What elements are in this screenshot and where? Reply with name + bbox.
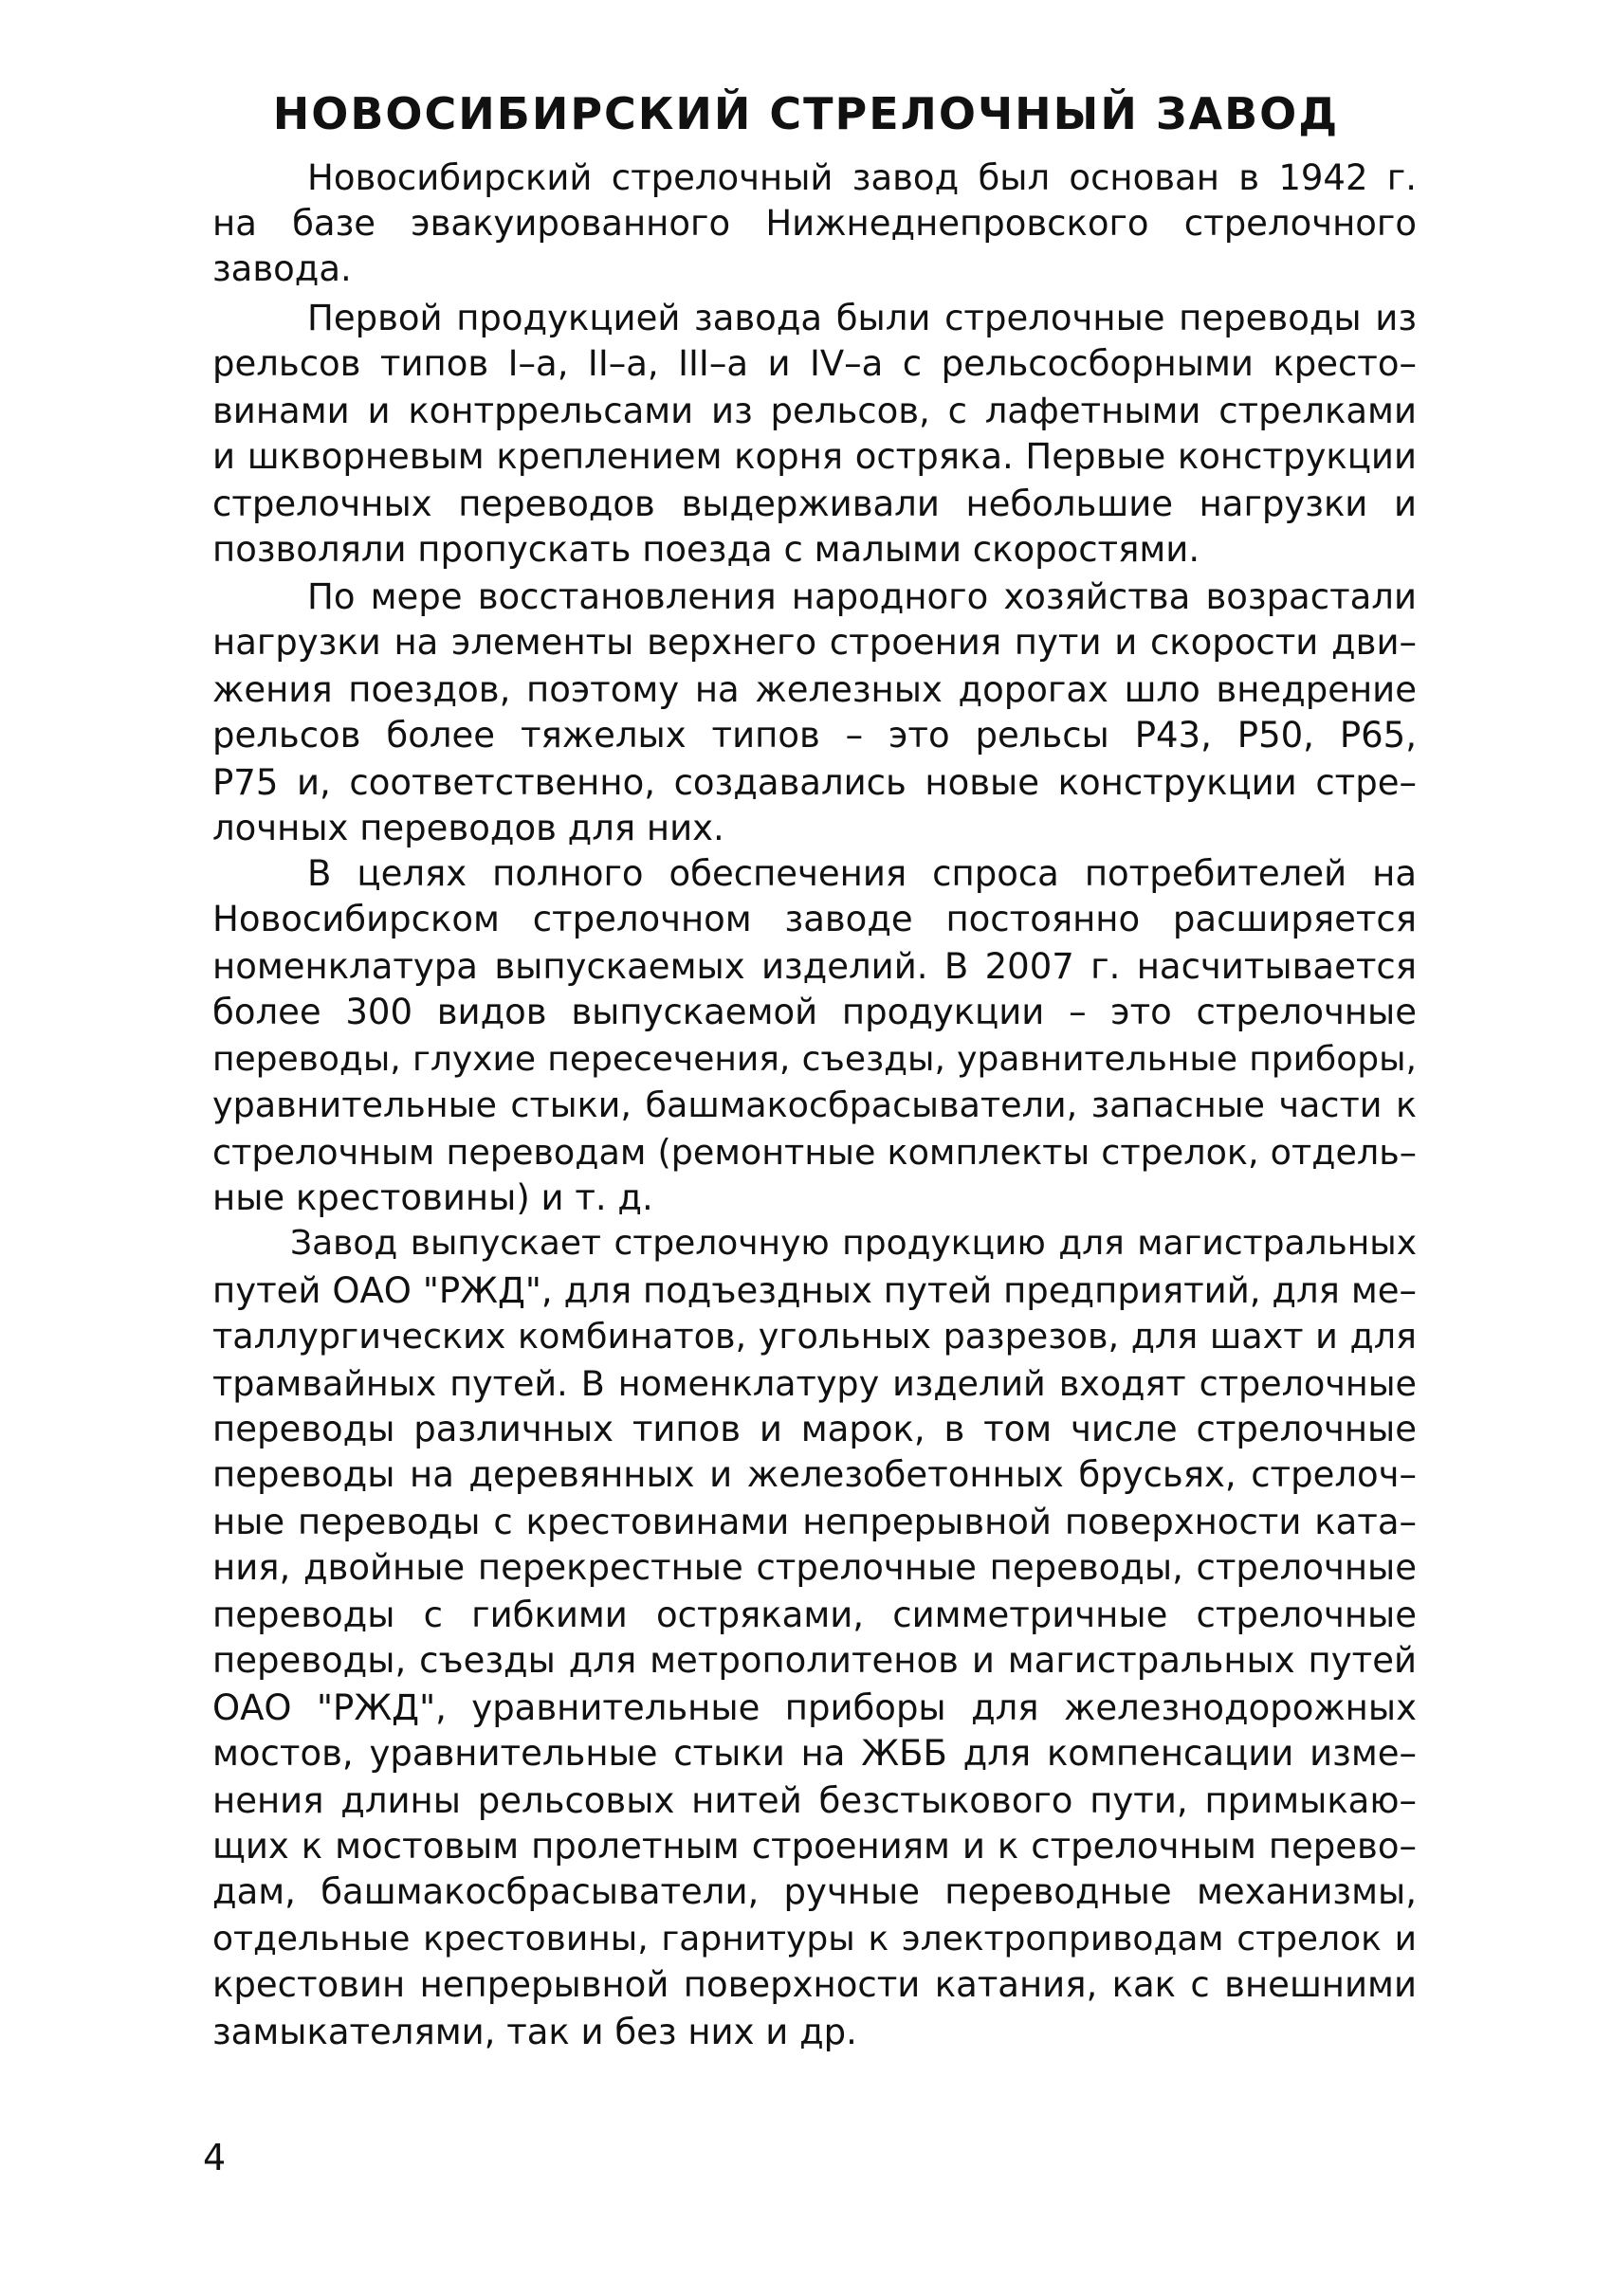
text-line: стрелочным переводам (ремонтные комплекты стрелок, отдель– — [212, 1132, 1417, 1173]
text-line: более 300 видов выпускаемой продукции – это стрелочные — [212, 992, 1417, 1032]
text-line: переводы, съезды для метрополитенов и магистральных путей — [212, 1640, 1417, 1681]
page-number: 4 — [203, 2137, 227, 2178]
text-line: Р75 и, соответственно, создавались новые конструкции стре– — [212, 762, 1417, 803]
text-line: По мере восстановления народного хозяйства возрастали — [307, 576, 1417, 617]
text-line: дам, башмакосбрасыватели, ручные переводные механизмы, — [212, 1871, 1417, 1912]
text-line: нагрузки на элементы верхнего строения пути и скорости дви– — [212, 622, 1417, 663]
text-line: замыкателями, так и без них и др. — [212, 2012, 857, 2052]
text-line: переводы с гибкими остряками, симметричные стрелочные — [212, 1594, 1417, 1635]
text-line: Первой продукцией завода были стрелочные переводы из — [307, 298, 1417, 338]
page-title: НОВОСИБИРСКИЙ СТРЕЛОЧНЫЙ ЗАВОД — [272, 88, 1340, 139]
text-line: Новосибирском стрелочном заводе постоянно расширяется — [212, 899, 1417, 939]
text-line: жения поездов, поэтому на железных дорогах шло внедрение — [212, 669, 1417, 710]
text-line: щих к мостовым пролетным строениям и к стрелочным перево– — [212, 1826, 1417, 1867]
text-line: уравнительные стыки, башмакосбрасыватели, запасные части к — [212, 1084, 1417, 1125]
text-line: ния, двойные перекрестные стрелочные переводы, стрелочные — [212, 1547, 1417, 1588]
text-line: номенклатура выпускаемых изделий. В 2007 г. насчитывается — [212, 946, 1417, 987]
text-line: переводы на деревянных и железобетонных брусьях, стрелоч– — [212, 1454, 1417, 1495]
text-line: В целях полного обеспечения спроса потребителей на — [307, 853, 1417, 894]
text-line: позволяли пропускать поезда с малыми скоростями. — [212, 529, 1200, 570]
text-line: путей ОАО "РЖД", для подъездных путей предприятий, для ме– — [212, 1270, 1417, 1311]
text-line: переводы, глухие пересечения, съезды, уравнительные приборы, — [212, 1040, 1417, 1079]
text-line: Завод выпускает стрелочную продукцию для магистральных — [290, 1224, 1417, 1263]
text-line: отдельные крестовины, гарнитуры к электроприводам стрелок и — [212, 1920, 1417, 1959]
text-line: нения длины рельсовых нитей безстыкового пути, примыкаю– — [212, 1780, 1417, 1821]
text-line: трамвайных путей. В номенклатуру изделий входят стрелочные — [212, 1363, 1417, 1404]
text-line: таллургических комбинатов, угольных разрезов, для шахт и для — [212, 1316, 1417, 1357]
text-line: крестовин непрерывной поверхности катания, как с внешними — [212, 1964, 1417, 2005]
text-line: Новосибирский стрелочный завод был основан в 1942 г. — [307, 157, 1417, 198]
text-line: стрелочных переводов выдерживали небольшие нагрузки и — [212, 483, 1417, 524]
text-line: завода. — [212, 248, 352, 289]
text-line: лочных переводов для них. — [212, 808, 724, 848]
text-line: мостов, уравнительные стыки на ЖББ для компенсации изме– — [212, 1733, 1417, 1774]
text-line: переводы различных типов и марок, в том числе стрелочные — [212, 1409, 1417, 1449]
text-line: винами и контррельсами из рельсов, с лафетными стрелками — [212, 391, 1417, 431]
text-line: на базе эвакуированного Нижнеднепровского стрелочного — [212, 203, 1417, 244]
text-line: рельсов более тяжелых типов – это рельсы Р43, Р50, Р65, — [212, 715, 1417, 756]
text-line: ные переводы с крестовинами непрерывной поверхности ката– — [212, 1502, 1417, 1542]
text-line: ные крестовины) и т. д. — [212, 1177, 653, 1218]
text-line: и шкворневым креплением корня остряка. Первые конструкции — [212, 436, 1417, 477]
text-line: рельсов типов I–а, II–а, III–а и IV–а с рельсосборными кресто– — [212, 343, 1417, 384]
text-line: ОАО "РЖД", уравнительные приборы для железнодорожных — [212, 1687, 1417, 1728]
